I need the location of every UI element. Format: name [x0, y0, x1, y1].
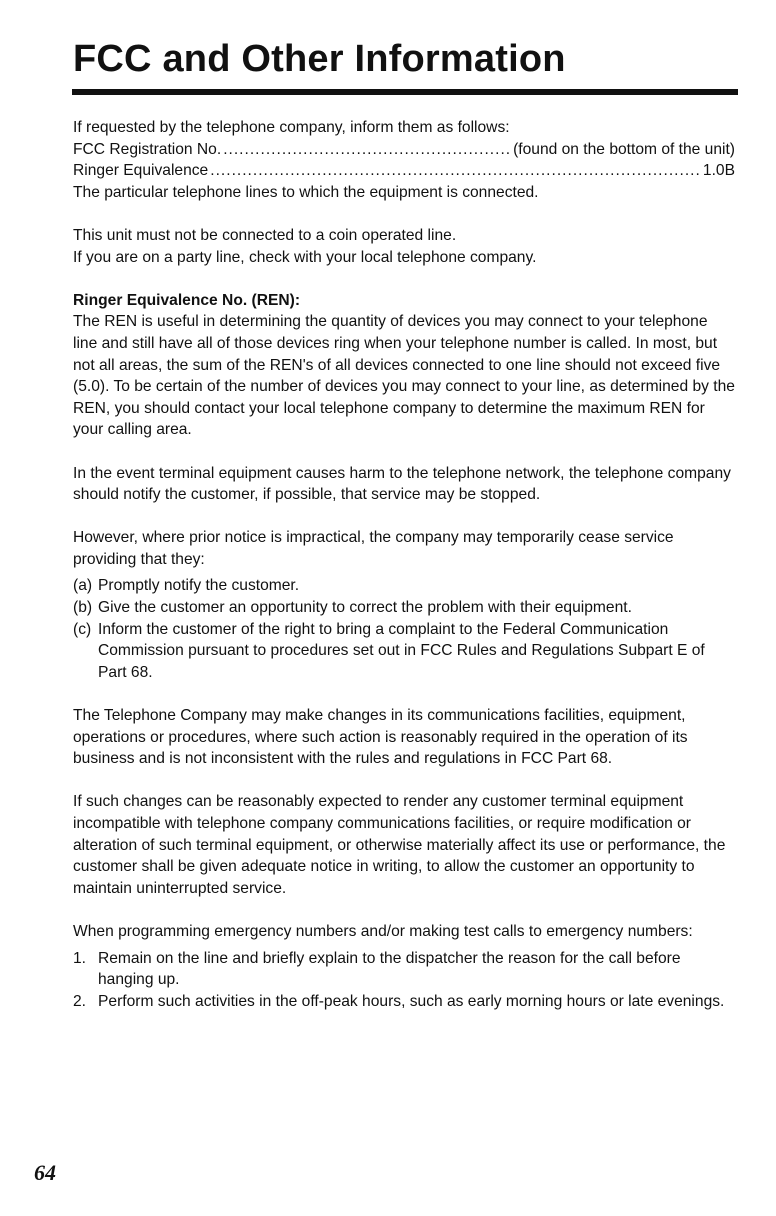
harm-paragraph: In the event terminal equipment causes harm to the telephone network, the telephone company should notify the customer, if possible, that service may be stopped. [73, 464, 731, 504]
page-content [73, 117, 735, 1012]
ren-section [73, 290, 735, 441]
page-number: 64 [34, 1160, 56, 1185]
list-marker: 1. [73, 949, 87, 967]
changes-paragraph: The Telephone Company may make changes in its communications facilities, equipment, operations or procedures, where such action is reasonably required in the operation of its business and is not inconsistent with the rules and regulations in FCC Part 68. [73, 707, 688, 768]
ringer-equivalence-label: Ringer Equivalence [73, 162, 209, 180]
party-line-note: If you are on a party line, check with your local telephone company. [73, 248, 537, 266]
ringer-equivalence-line [73, 160, 735, 182]
list-item [73, 619, 735, 684]
list-item-text: Perform such activities in the off-peak hours, such as early morning hours or late evenings. [98, 992, 725, 1010]
ren-paragraph: The REN is useful in determining the quantity of devices you may connect to your telephone line and still have all of those devices ring when your telephone number is called. In most, but not all areas, the sum of the REN's of all devices connected to one line should not exceed five (5.0). To be certain of the number of devices you may connect to your line, as determined by the REN, you should contact your local telephone company to determine the maximum REN for your calling area. [73, 313, 735, 439]
incompatible-paragraph: If such changes can be reasonably expected to render any customer terminal equipment incompatible with telephone company communications facilities, or require modification or alteration of such terminal equipment, or otherwise materially affect its use or performance, the customer shall be given adequate notice in writing, to allow the customer an opportunity to maintain uninterrupted service. [73, 793, 726, 897]
ren-heading: Ringer Equivalence No. (REN): [73, 291, 301, 309]
fcc-registration-value: (found on the bottom of the unit) [513, 140, 735, 158]
list-marker: (a) [73, 577, 93, 595]
list-item [73, 948, 735, 991]
list-item-text: Promptly notify the customer. [98, 577, 300, 595]
list-item-text: Inform the customer of the right to bring a complaint to the Federal Communication Commission pursuant to procedures set out in FCC Rules and Regulations Subpart E of Part 68. [98, 620, 705, 681]
list-marker: (c) [73, 620, 92, 638]
list-item-text: Remain on the line and briefly explain to the dispatcher the reason for the call before hanging up. [98, 949, 681, 989]
title-underline-rule [72, 89, 738, 95]
fcc-registration-line [73, 139, 735, 161]
dot-leader [210, 160, 701, 182]
connected-lines-text: The particular telephone lines to which the equipment is connected. [73, 183, 539, 201]
list-marker: 2. [73, 992, 87, 1010]
ringer-equivalence-value: 1.0B [702, 162, 735, 180]
prior-notice-section [73, 527, 735, 683]
emergency-paragraph: When programming emergency numbers and/or making test calls to emergency numbers: [73, 922, 693, 940]
request-intro-text: If requested by the telephone company, inform them as follows: [73, 119, 510, 136]
list-item-text: Give the customer an opportunity to correct the problem with their equipment. [98, 599, 632, 617]
page-title: FCC and Other Information [73, 38, 566, 80]
fcc-registration-label: FCC Registration No. [73, 140, 222, 158]
coin-line-warning: This unit must not be connected to a coin operated line. [73, 226, 457, 244]
list-item [73, 991, 735, 1013]
dot-leader [223, 139, 511, 161]
list-item [73, 597, 735, 619]
prior-notice-paragraph: However, where prior notice is impractical, the company may temporarily cease service providing that they: [73, 529, 674, 568]
list-item [73, 575, 735, 597]
list-marker: (b) [73, 599, 93, 617]
registration-section [73, 117, 735, 203]
coin-line-section [73, 225, 735, 268]
emergency-section [73, 921, 735, 1012]
